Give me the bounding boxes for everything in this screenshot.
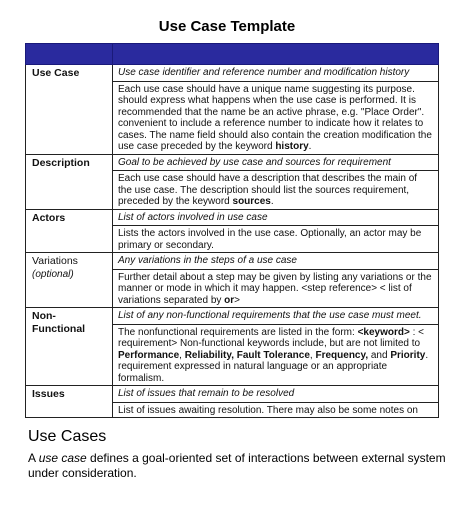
row-label: Use Case [32,67,80,79]
row-label: Issues [32,388,65,400]
section-body-prefix: A [28,451,39,465]
table-row [26,209,439,253]
row-body-keyword: sources [232,196,271,207]
row-hint: List of issues that remain to be resolved [113,386,438,403]
table-header-row [26,44,439,65]
row-body-text: , [309,349,316,361]
row-body-text: and [368,349,391,361]
row-sub-label: (optional) [32,269,74,280]
row-body-text: . [270,196,274,207]
row-label-cell [26,253,113,308]
row-body-text: The nonfunctional requirements are listed in the form: [118,326,358,338]
table-row [26,154,439,209]
row-content-cell [113,209,439,253]
row-body-text: > [234,294,241,306]
row-body-keyword: Performance [118,349,180,361]
row-body-text: Each use case should have a unique name suggesting its purpose. should express what happens when the use case is performed. It is recommended that the name be an active phrase, e.g. "Place Order". convenient to include a reference number to indicate how it relates to cases. The name field should also contain the creation modification the use case preceded by the keyword [118,83,432,152]
section-body [28,451,448,481]
row-body-keyword: Priority [390,349,426,361]
row-label: Non-Functional [32,310,86,335]
row-label-cell [26,386,113,418]
use-case-template-table [25,43,439,418]
table-row [26,308,439,386]
header-cell-right [113,44,439,65]
header-cell-left [26,44,113,65]
row-body-keyword: history [275,141,309,152]
row-label: Description [32,156,90,169]
section-title: Use Cases [28,428,107,445]
row-label: Actors [32,211,66,224]
table-row [26,253,439,308]
row-body-text: Lists the actors involved in the use case. Optionally, an actor may be primary or secondary. [118,228,422,251]
row-body-keyword: <keyword> [357,326,410,338]
table-row [26,386,439,418]
row-hint: Use case identifier and reference number and modification history [113,65,438,82]
row-content-cell [113,65,439,155]
table-row [26,65,439,155]
row-content-cell [113,253,439,308]
row-label-cell [26,308,113,386]
row-hint: Any variations in the steps of a use case [113,253,438,270]
row-label-cell [26,65,113,155]
row-content-cell [113,386,439,418]
row-body [113,82,438,154]
row-label: Variations [32,255,78,267]
row-body-text: Further detail about a step may be given by listing any variations or the manner or mode in which it may happen. <step reference> < list of variations separated by [118,271,432,306]
section-body-term: use case [38,451,87,465]
row-label-cell [26,154,113,209]
row-body-text: , [179,349,185,361]
row-hint: List of any non-functional requirements that the use case must meet. [113,308,438,325]
row-body-text: : < requirement> Non-functional keywords include, but are not limited to [118,326,425,349]
row-body [113,325,438,386]
row-body-text: List of issues awaiting resolution. There may also be some notes on [118,404,418,416]
row-label-cell [26,209,113,253]
row-body [113,226,438,252]
row-body-keyword: or [224,294,235,306]
section-body-rest: defines a goal-oriented set of interactions between external system under consideration. [28,451,446,480]
row-content-cell [113,154,439,209]
row-body-text: . [308,141,312,152]
row-body-keyword: Frequency, [315,349,369,361]
row-body [113,403,438,418]
row-content-cell [113,308,439,386]
row-body [113,270,438,308]
row-body-text: . requirement expressed in natural language or an appropriate formalism. [118,349,429,384]
row-body-keyword: Reliability, Fault Tolerance [184,349,310,361]
row-hint: List of actors involved in use case [113,210,438,227]
row-hint: Goal to be achieved by use case and sources for requirement [113,155,438,172]
row-body-text: Each use case should have a description that describes the main of the use case. The description should list the sources requirement, preceded by the keyword [118,173,418,207]
page-title: Use Case Template [158,18,296,35]
row-body [113,171,438,209]
